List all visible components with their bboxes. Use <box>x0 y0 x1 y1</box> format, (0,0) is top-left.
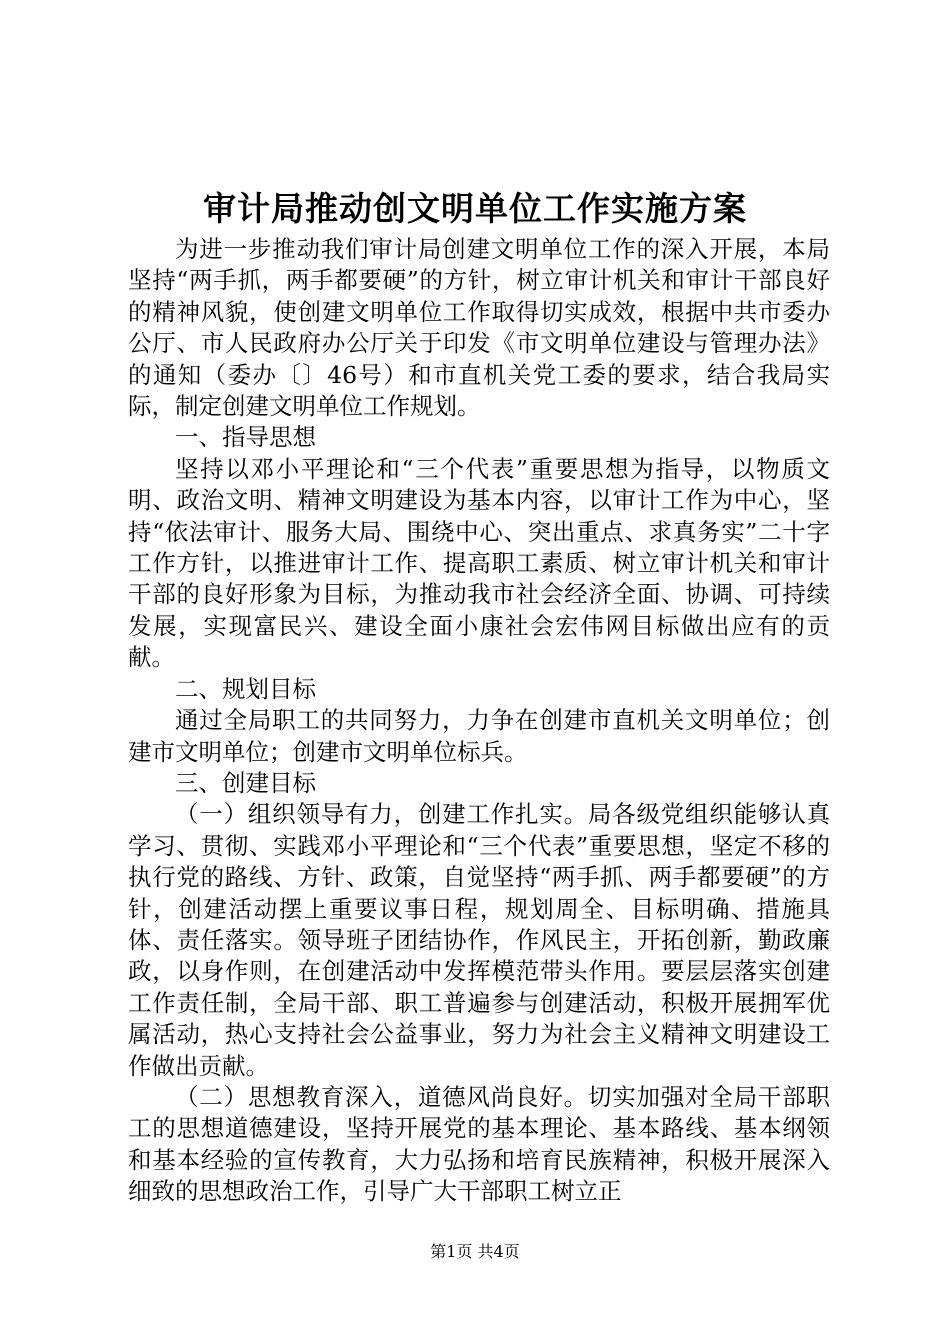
section-paragraph-creation-goals: （一）组织领导有力，创建工作扎实。局各级党组织能够认真学习、贯彻、实践邓小平理论和“三个代表”重要思想，坚定不移的执行党的路线、方针、政策，自觉坚持“两手抓、两手都要硬”的方针，创建活动摆上重要议事日程，规划周全、目标明确、措施具体、责任落实。领导班子团结协作，作风民主，开拓创新，勤政廉政，以身作则，在创建活动中发挥模范带头作用。要层层落实创建工作责任制，全局干部、职工普遍参与创建活动，积极开展拥军优属活动，热心支持社会公益事业，努力为社会主义精神文明建设工作做出贡献。 <box>128 800 830 1080</box>
section-heading-guiding-ideology: 一、指导思想 <box>175 423 316 452</box>
document-body <box>128 234 830 1208</box>
closing-paragraph: （二）思想教育深入，道德风尚良好。切实加强对全局干部职工的思想道德建设，坚持开展党的基本理论、基本路线、基本纲领和基本经验的宣传教育，大力弘扬和培育民族精神，积极开展深入细致的思想政治工作，引导广大干部职工树立正 <box>128 1082 830 1206</box>
page-number-footer: 第1页 共4页 <box>430 1242 520 1261</box>
section-paragraph-planning-goals: 通过全局职工的共同努力，力争在创建市直机关文明单位；创建市文明单位；创建市文明单位标兵。 <box>128 706 830 766</box>
section-heading-planning-goals: 二、规划目标 <box>175 674 316 703</box>
section-heading-creation-goals: 三、创建目标 <box>175 768 316 797</box>
document-title: 审计局推动创文明单位工作实施方案 <box>203 189 747 228</box>
section-paragraph-guiding-ideology: 坚持以邓小平理论和“三个代表”重要思想为指导，以物质文明、政治文明、精神文明建设为基本内容，以审计工作为中心，坚持“依法审计、服务大局、围绕中心、突出重点、求真务实”二十字工作方针，以推进审计工作、提高职工素质、树立审计机关和审计干部的良好形象为目标，为推动我市社会经济全面、协调、可持续发展，实现富民兴、建设全面小康社会宏伟网目标做出应有的贡献。 <box>128 454 830 672</box>
intro-paragraph: 为进一步推动我们审计局创建文明单位工作的深入开展，本局坚持“两手抓，两手都要硬”的方针，树立审计机关和审计干部良好的精神风貌，使创建文明单位工作取得切实成效，根据中共市委办公厅、市人民政府办公厅关于印发《市文明单位建设与管理办法》的通知（委办〔〕46号）和市直机关党工委的要求，结合我局实际，制定创建文明单位工作规划。 <box>128 235 830 421</box>
